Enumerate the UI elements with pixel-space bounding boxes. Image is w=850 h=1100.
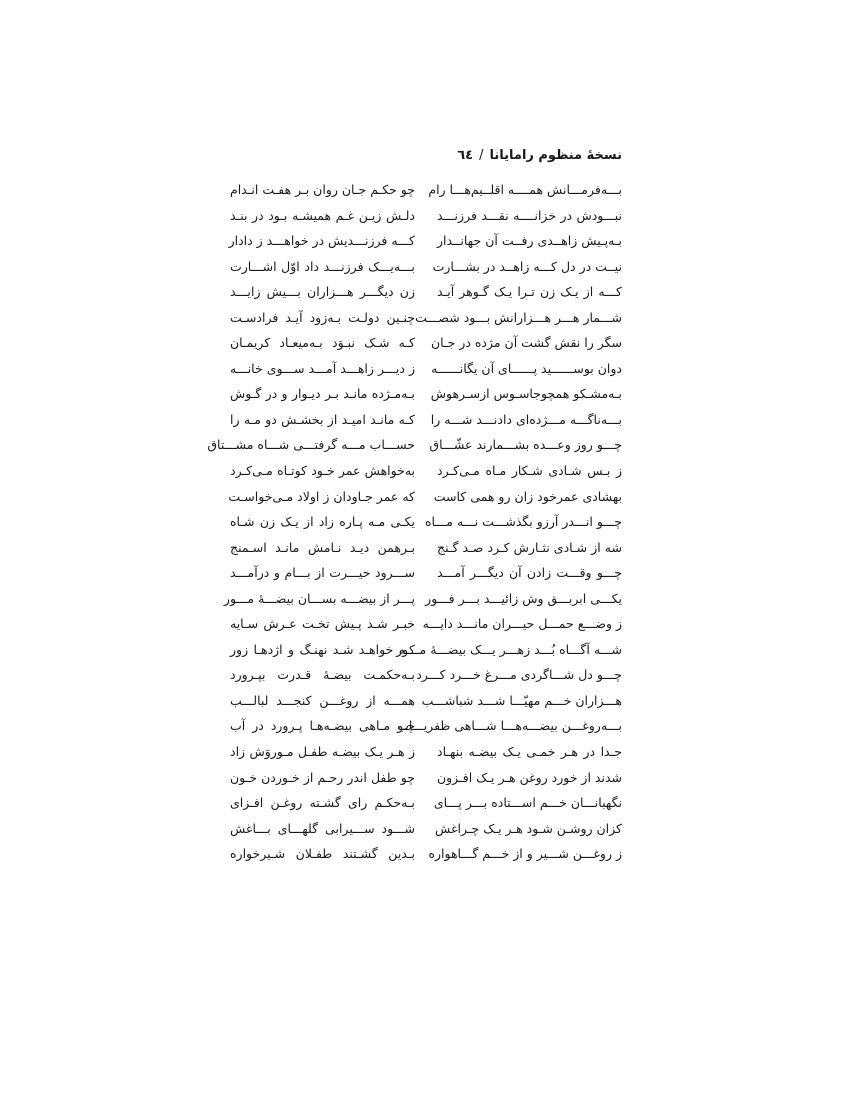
verse-line: بـه‌مشـکو همچوجاسـوس ازسـرهوش bbox=[430, 386, 622, 402]
verse-line: هـــزاران خـــم مهیّـــا شـــد شباشـــب bbox=[421, 692, 622, 708]
running-header bbox=[457, 148, 622, 163]
verse-line: کزان روشـن شـود هـر یـک چـراغش bbox=[435, 820, 622, 836]
verse-line: شدند از خورد روغن هـر یـک افـزون bbox=[436, 769, 622, 785]
verse-line: نبـــودش در خزانــــه نقـــد فرزنـــد bbox=[437, 207, 622, 223]
verse-line: بـدین گشـتند طفـلان شـیرخواره bbox=[230, 846, 415, 862]
verse-line: کـــه از یـک زن تـرا یـک گـوهر آیـد bbox=[437, 284, 622, 300]
verse-line: شـــود ســـیرابی گلهـــای بـــاغش bbox=[230, 820, 415, 836]
verse-line: کـه خواهـد شـد نهنـگ و اژدهـا زور bbox=[230, 641, 415, 657]
verse-line: ســـرود حیـــرت از بـــام و درآمـــد bbox=[230, 565, 415, 581]
poem-right-column bbox=[396, 177, 622, 867]
book-title: نسخهٔ منظوم رامایانا bbox=[489, 148, 622, 163]
verse-line: بـــه‌فرمـــانش همــــه اقلــیم‌هـــا رام bbox=[428, 182, 622, 197]
verse-line: چنـین دولـت بـه‌زود آیـد فرادسـت bbox=[230, 309, 415, 325]
verse-line: چـو مـاهی بیضـه‌هـا پـرورد در آب bbox=[230, 718, 415, 734]
verse-line: ز روغـــن شـــیر و از خـــم گـــاهواره bbox=[428, 846, 622, 862]
verse-line: به‌خواهش عمر خـود کوتـاه مـی‌کـرد bbox=[230, 463, 415, 479]
verse-line: کـه شـک نبـوَد بـه‌میعـاد کریمـان bbox=[230, 335, 415, 351]
verse-line: حســـاب مـــه گرفتـــی شـــاه مشـــتاق bbox=[207, 437, 415, 453]
verse-line: بـه‌حکمـت بیضـهٔ قـدرت بپـرورد bbox=[230, 667, 415, 683]
verse-line: ز بـس شـادی شـکار مـاه مـی‌کـرد bbox=[437, 463, 622, 479]
verse-line: چو حکـم جـان روان بـر هفـت انـدام bbox=[229, 182, 415, 197]
verse-line: نیــت در دل کـــه زاهــد در بشـــارت bbox=[432, 258, 622, 274]
verse-line: کـه مانـد امیـد از بخشـش دو مـه را bbox=[230, 411, 415, 427]
verse-line: دوان بوســــــید پــــــای آن یگانــــــه bbox=[431, 360, 622, 376]
verse-line: کـــه فرزنـــدیش در خواهـــد ز دادار bbox=[228, 233, 415, 249]
page-number: ٦٤ bbox=[457, 148, 474, 163]
verse-line: یکـــی ابربـــق وش زائیـــد بـــر فـــور bbox=[425, 590, 622, 606]
verse-line: پـــر از بیضـــه بســـان بیضـــهٔ مـــور bbox=[223, 590, 415, 606]
verse-line: یکـی مـه پـاره زاد از یـک زن شـاه bbox=[230, 514, 415, 530]
verse-line: چو طفل اندر رحـم از خـوردن خـون bbox=[230, 769, 415, 785]
verse-line: سگر را نقش گشت آن مژده در جـان bbox=[430, 335, 622, 351]
verse-line: ز هـر یـک بیضـه طفـل مـوروَش زاد bbox=[230, 744, 415, 760]
verse-line: بـــه‌ناگـــه مـــژده‌ای دادنـــد شـــه را bbox=[430, 411, 622, 427]
verse-line: ز دیـــر زاهـــد آمـــد ســـوی خانـــه bbox=[230, 360, 415, 376]
verse-line: شـــمار هـــر هـــزارانش بـــود شصـــت bbox=[415, 309, 622, 325]
verse-line: بـرهمن دیـد نـامش مانـد اسـمنج bbox=[230, 539, 415, 555]
verse-line: شه از شـادی نثـارش کـرد صـد گـنج bbox=[437, 539, 622, 555]
verse-line: بـه‌حکـم رای گشـته روغـن افـزای bbox=[230, 795, 415, 811]
header-separator: / bbox=[479, 148, 484, 163]
verse-line: چـــو انـــدر آرزو بگذشـــت نـــه مـــاه bbox=[424, 514, 622, 530]
poem-left-column bbox=[207, 177, 415, 867]
verse-line: بـــه‌یـــک فرزنـــد داد اوّل اشـــارت bbox=[230, 258, 415, 274]
verse-line: ز وضـــع حمـــل حیـــران مانـــد دایـــه bbox=[422, 616, 622, 632]
verse-line: که عمر جـاودان ز اولاد مـی‌خواسـت bbox=[228, 488, 415, 504]
verse-line: بـه‌پـیش زاهــدی رفــت آن جهانــدار bbox=[437, 233, 622, 249]
verse-line: همـــه از روغـــن کنجـــد لبالـــب bbox=[230, 692, 415, 708]
verse-line: بهشادی عمرخود زان رو همی کاست bbox=[433, 488, 622, 504]
verse-line: دلـش زیـن غـم همیشـه بـود در بنـد bbox=[230, 207, 415, 223]
verse-line: چـــو دل شـــاگردی مـــرغ خـــرد کـــرد bbox=[416, 667, 622, 683]
verse-line: جـدا در هـر خمـی یـک بیضـه بنهـاد bbox=[437, 744, 622, 760]
verse-line: بـه‌مـژده مانـد بـر دیـوار و در گـوش bbox=[230, 386, 415, 402]
verse-line: زن دیگـــر هـــزاران بـــیش زایـــد bbox=[230, 284, 415, 300]
verse-line: چـــو وقـــت زادن آن دیگـــر آمـــد bbox=[437, 565, 622, 581]
verse-line: بـــه‌روغـــن بیضـــه‌هـــا شـــاهی ظفریـــاب bbox=[397, 718, 622, 734]
verse-line: خبـر شـد پـیش تخـت عـرش سـایه bbox=[230, 616, 415, 632]
verse-line: نگهبانـــان خـــم اســـتاده بـــر پـــای bbox=[433, 795, 622, 811]
verse-line: شـــه آگـــاه بُـــد زهـــر یـــک بیضـــهٔ مـــور bbox=[396, 641, 622, 657]
verse-line: چـــو روز وعـــده بشـــمارند عشّـــاق bbox=[429, 437, 622, 453]
